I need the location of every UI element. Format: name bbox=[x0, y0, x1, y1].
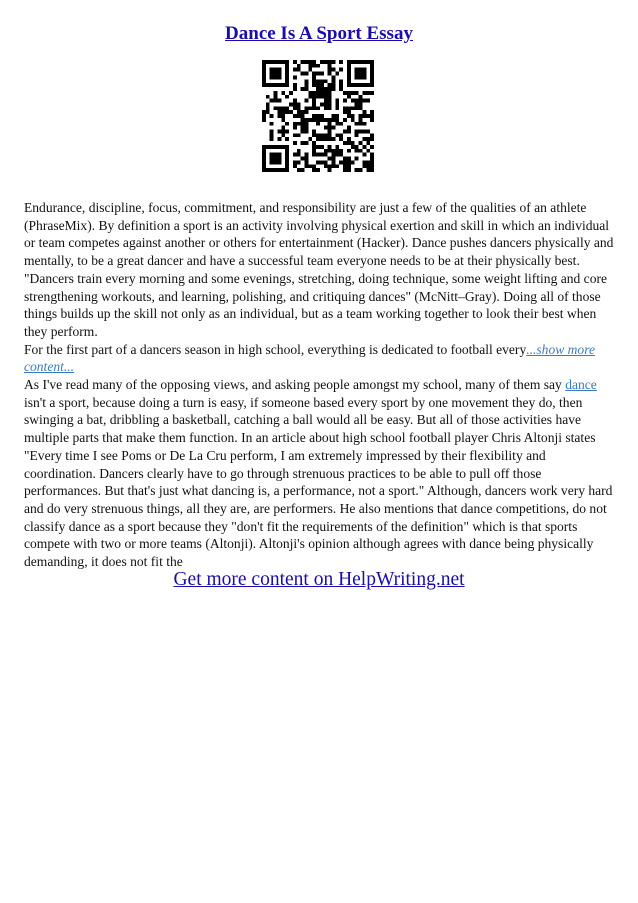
paragraph-2-text: For the first part of a dancers season in high school, everything is dedicated to football every bbox=[24, 341, 527, 357]
essay-body bbox=[24, 199, 614, 571]
paragraph-2 bbox=[24, 341, 614, 376]
get-more-content bbox=[0, 569, 638, 591]
paragraph-3-text-after: isn't a sport, because doing a turn is easy, if someone based every sport by one movement they do, then swinging a bat, dribbling a basketball, catching a ball would all be easy. But all of those activities have multiple parts that make them function. In an article about high school football player Chris Altonji states "Every time I see Poms or De La Cru perform, I am extremely impressed by their flexibility and coordination. Dancers clearly have to go through strenuous practices to be able to pull off those performances. But that's just what dancing is, a performance, not a sport." Although, dancers work very hard and do very strenuous things, all they are, are performers. He also mentions that dance competitions, do not classify dance as a sport because they "don't fit the requirements of the definition" which is that sports compete with two or more teams (Altonji). Altonji's opinion although agrees with dance being physically demanding, it does not fit the bbox=[24, 394, 613, 570]
title-link[interactable]: Dance Is A Sport Essay bbox=[225, 23, 413, 44]
document-title bbox=[0, 23, 638, 45]
get-more-content-link[interactable]: Get more content on HelpWriting.net bbox=[173, 569, 465, 590]
dance-link[interactable]: dance bbox=[565, 377, 597, 393]
paragraph-3-text-before: As I've read many of the opposing views, and asking people amongst my school, many of them say bbox=[24, 377, 566, 393]
qr-code bbox=[262, 60, 374, 172]
show-more-link[interactable]: ...show more content... bbox=[24, 341, 595, 375]
qr-code-image bbox=[262, 60, 374, 172]
paragraph-3 bbox=[24, 376, 614, 571]
paragraph-1: Endurance, discipline, focus, commitment, and responsibility are just a few of the qualities of an athlete (PhraseMix). By definition a sport is an activity involving physical exertion and skill in which an individual or team competes against another or others for entertainment (Hacker). Dance pushes dancers physically and mentally, to be a great dancer and have a successful team everyone needs to be at their physically best. "Dancers train every morning and some evenings, stretching, doing technique, some weight lifting and core strengthening workouts, and learning, polishing, and critiquing dances" (McNitt–Gray). Doing all of those things builds up the skill not only as an individual, but as a team working together to look their best when they perform. bbox=[24, 200, 614, 339]
